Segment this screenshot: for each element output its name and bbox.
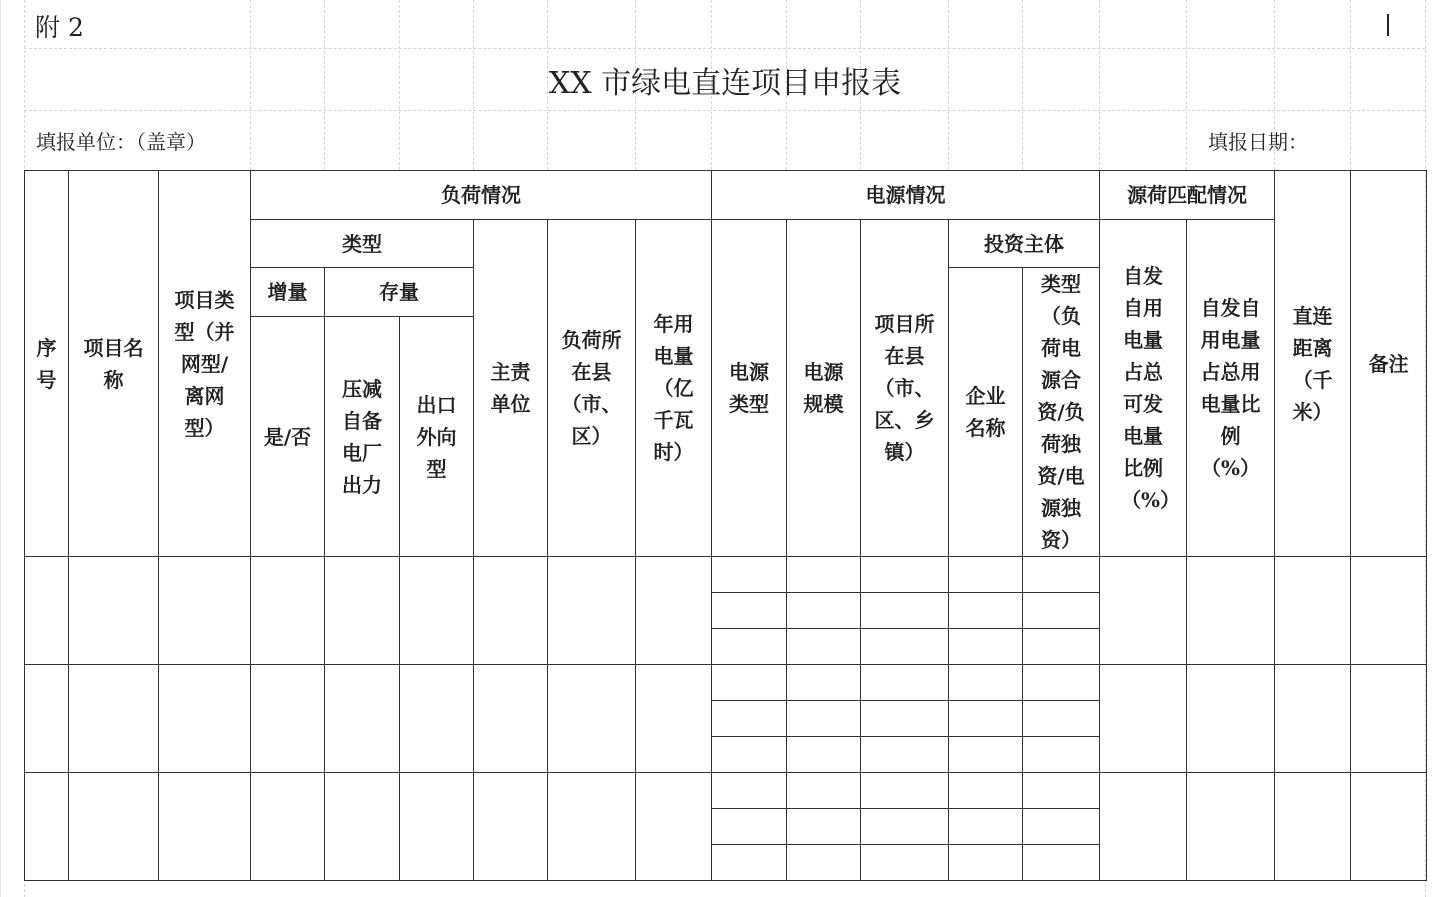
table-cell[interactable]	[251, 557, 325, 665]
table-cell[interactable]	[949, 557, 1023, 593]
header-responsible-unit: 主责单位	[474, 220, 548, 557]
header-yes-no: 是/否	[251, 317, 325, 557]
grid-line	[24, 48, 1425, 49]
header-annual-consumption: 年用电量（亿千瓦时）	[636, 220, 712, 557]
header-matching-group: 源荷匹配情况	[1100, 171, 1275, 220]
header-remarks: 备注	[1351, 171, 1427, 557]
table-cell[interactable]	[325, 557, 400, 665]
table-cell[interactable]	[949, 701, 1023, 737]
table-cell[interactable]	[400, 557, 474, 665]
page-title: XX 市绿电直连项目申报表	[548, 66, 902, 101]
table-cell[interactable]	[861, 629, 949, 665]
table-cell[interactable]	[400, 665, 474, 773]
table-cell[interactable]	[325, 665, 400, 773]
table-cell[interactable]	[949, 737, 1023, 773]
table-cell[interactable]	[25, 557, 69, 665]
table-cell[interactable]	[1023, 629, 1100, 665]
header-reduce-captive: 压减自备电厂出力	[325, 317, 400, 557]
header-incremental: 增量	[251, 268, 325, 317]
table-cell[interactable]	[1187, 773, 1275, 881]
header-self-use-ratio: 自发自用电量占总用电量比例（%）	[1187, 220, 1275, 557]
table-cell[interactable]	[1100, 557, 1187, 665]
table-cell[interactable]	[1275, 557, 1351, 665]
reporting-date-label: 填报日期：	[1208, 130, 1308, 154]
reporting-unit-label: 填报单位：（盖章）	[36, 130, 206, 154]
table-cell[interactable]	[861, 701, 949, 737]
table-cell[interactable]	[712, 845, 787, 881]
grid-line	[24, 110, 1425, 111]
table-cell[interactable]	[787, 845, 861, 881]
table-cell[interactable]	[1023, 557, 1100, 593]
table-cell[interactable]	[400, 773, 474, 881]
table-row	[25, 557, 1427, 593]
table-cell[interactable]	[861, 737, 949, 773]
header-export-oriented: 出口外向型	[400, 317, 474, 557]
table-row	[25, 773, 1427, 809]
header-company-name: 企业名称	[949, 268, 1023, 557]
header-existing: 存量	[325, 268, 474, 317]
table-cell[interactable]	[787, 593, 861, 629]
table-cell[interactable]	[1023, 665, 1100, 701]
text-cursor	[1387, 14, 1389, 36]
table-cell[interactable]	[787, 809, 861, 845]
table-cell[interactable]	[787, 737, 861, 773]
table-cell[interactable]	[69, 557, 159, 665]
header-load-group: 负荷情况	[251, 171, 712, 220]
table-cell[interactable]	[861, 557, 949, 593]
table-cell[interactable]	[861, 845, 949, 881]
attachment-label: 附 2	[35, 13, 84, 42]
header-project-type: 项目类型（并网型/离网型）	[159, 171, 251, 557]
header-seq: 序号	[25, 171, 69, 557]
table-cell[interactable]	[1187, 665, 1275, 773]
table-cell[interactable]	[787, 701, 861, 737]
table-cell[interactable]	[25, 773, 69, 881]
table-cell[interactable]	[1023, 701, 1100, 737]
table-cell[interactable]	[787, 629, 861, 665]
table-cell[interactable]	[949, 593, 1023, 629]
table-cell[interactable]	[1100, 773, 1187, 881]
report-table	[24, 170, 1427, 881]
table-cell[interactable]	[159, 665, 251, 773]
table-cell[interactable]	[949, 665, 1023, 701]
header-power-type: 电源类型	[712, 220, 787, 557]
header-type: 类型	[251, 220, 474, 268]
table-cell[interactable]	[1351, 557, 1427, 665]
table-cell[interactable]	[636, 665, 712, 773]
table-cell[interactable]	[1187, 557, 1275, 665]
table-cell[interactable]	[787, 557, 861, 593]
table-cell[interactable]	[548, 557, 636, 665]
table-cell[interactable]	[159, 773, 251, 881]
table-cell[interactable]	[712, 809, 787, 845]
table-cell[interactable]	[474, 557, 548, 665]
table-cell[interactable]	[1100, 665, 1187, 773]
table-cell[interactable]	[712, 665, 787, 701]
table-cell[interactable]	[1351, 773, 1427, 881]
table-cell[interactable]	[949, 845, 1023, 881]
table-cell[interactable]	[1023, 737, 1100, 773]
table-cell[interactable]	[787, 773, 861, 809]
table-cell[interactable]	[474, 665, 548, 773]
table-cell[interactable]	[861, 593, 949, 629]
table-cell[interactable]	[949, 629, 1023, 665]
header-load-county: 负荷所在县（市、区）	[548, 220, 636, 557]
header-investor-type: 类型（负荷电源合资/负荷独资/电源独资）	[1023, 268, 1100, 557]
table-cell[interactable]	[251, 773, 325, 881]
table-cell[interactable]	[69, 665, 159, 773]
table-cell[interactable]	[949, 773, 1023, 809]
table-cell[interactable]	[548, 665, 636, 773]
header-direct-distance: 直连距离（千米）	[1275, 171, 1351, 557]
table-cell[interactable]	[712, 557, 787, 593]
table-cell[interactable]	[25, 665, 69, 773]
header-power-scale: 电源规模	[787, 220, 861, 557]
table-cell[interactable]	[861, 809, 949, 845]
table-cell[interactable]	[712, 701, 787, 737]
table-cell[interactable]	[69, 773, 159, 881]
table-cell[interactable]	[636, 557, 712, 665]
table-cell[interactable]	[159, 557, 251, 665]
table-cell[interactable]	[787, 665, 861, 701]
header-power-group: 电源情况	[712, 171, 1100, 220]
table-cell[interactable]	[712, 737, 787, 773]
table-cell[interactable]	[1351, 665, 1427, 773]
table-cell[interactable]	[1023, 809, 1100, 845]
table-cell[interactable]	[712, 773, 787, 809]
table-cell[interactable]	[636, 773, 712, 881]
table-cell[interactable]	[548, 773, 636, 881]
table-cell[interactable]	[861, 665, 949, 701]
header-self-gen-ratio: 自发自用电量占总可发电量比例（%）	[1100, 220, 1187, 557]
table-cell[interactable]	[712, 593, 787, 629]
header-project-county: 项目所在县（市、区、乡镇）	[861, 220, 949, 557]
table-cell[interactable]	[861, 773, 949, 809]
sheet-edge	[0, 0, 1, 897]
table-cell[interactable]	[325, 773, 400, 881]
table-cell[interactable]	[1275, 665, 1351, 773]
header-project-name: 项目名称	[69, 171, 159, 557]
header-investor-group: 投资主体	[949, 220, 1100, 268]
table-cell[interactable]	[1023, 593, 1100, 629]
table-cell[interactable]	[712, 629, 787, 665]
table-cell[interactable]	[949, 809, 1023, 845]
table-cell[interactable]	[1023, 845, 1100, 881]
table-cell[interactable]	[474, 773, 548, 881]
table-row	[25, 665, 1427, 701]
table-cell[interactable]	[251, 665, 325, 773]
table-cell[interactable]	[1023, 773, 1100, 809]
table-cell[interactable]	[1275, 773, 1351, 881]
